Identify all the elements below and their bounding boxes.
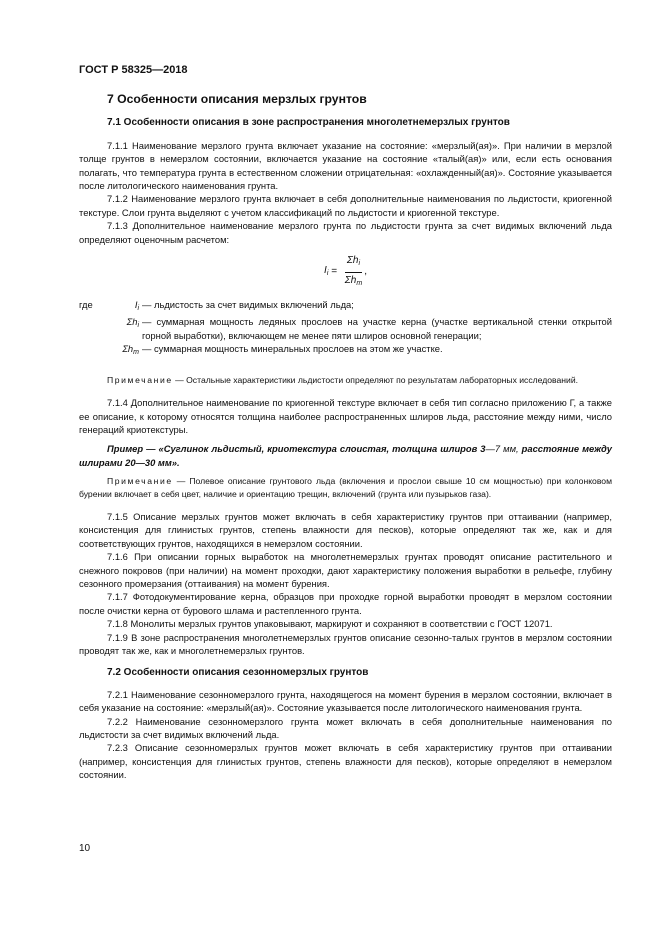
note-label: Примечание bbox=[107, 374, 173, 385]
subsection-7-2-title: 7.2 Особенности описания сезонномерзлых грунтов bbox=[107, 667, 369, 679]
note-label: Примечание bbox=[107, 476, 173, 487]
page-content bbox=[79, 93, 612, 782]
paragraph-7-2-2: 7.2.2 Наименование сезонномерзлого грунта может включать в себя дополнительные наименования по льдистости за счет видимых включений льда. bbox=[79, 715, 612, 741]
paragraph-7-1-7: 7.1.7 Фотодокументирование керна, образцов при проходке горной выработки проводят в мерзлом состоянии после очистки керна от бурового шлама и растепленного грунта. bbox=[79, 591, 612, 616]
formula-fraction bbox=[343, 254, 364, 290]
note-1 bbox=[79, 374, 612, 386]
where-row-1 bbox=[79, 298, 612, 315]
where-row-2 bbox=[79, 315, 612, 342]
where-symbol: $\Sigma h_m$ bbox=[122, 343, 139, 357]
where-label: где bbox=[79, 299, 93, 311]
paragraph-7-1-8: 7.1.8 Монолиты мерзлых грунтов упаковывают, маркируют и сохраняют в соответствии с ГОСТ 12071. bbox=[107, 618, 553, 630]
paragraph-7-1-1: 7.1.1 Наименование мерзлого грунта включает указание на состояние: «мерзлый(ая)». При наличии в мерзлой толще грунтов в немерзлом состоянии, включается указание на состояние «талый(ая)» или, если есть основания полагать, что температура грунта в естественном сложении отрицательная: «охлажденный(ая)». Состояние указывается после литологического наименования грунта. bbox=[79, 139, 612, 192]
paragraph-7-1-9: 7.1.9 В зоне распространения многолетнемерзлых грунтов описание сезонно-талых грунтов в мерзлом состоянии проводят так же, как и многолетнемерзлых грунтов. bbox=[79, 631, 612, 656]
where-definition: — льдистость за счет видимых включений льда; bbox=[142, 299, 354, 311]
where-row-3 bbox=[79, 342, 612, 359]
where-definition: — суммарная мощность минеральных прослоев на этом же участке. bbox=[142, 343, 443, 355]
note-2 bbox=[79, 475, 612, 500]
note-text: — Полевое описание грунтового льда (включения и прослои свыше 10 см мощностью) при колонковом бурении включает в себя цвет, наличие и ориентацию трещин, включений (грунта или пузырьков газа). bbox=[79, 476, 612, 499]
formula-equals: = bbox=[328, 266, 340, 278]
paragraph-7-1-3: 7.1.3 Дополнительное наименование мерзлого грунта по льдистости грунта за счет видимых включений льда определяют оценочным расчетом: bbox=[79, 220, 612, 245]
formula-numerator: $\Sigma h_i$ bbox=[345, 254, 362, 272]
paragraph-7-1-2: 7.1.2 Наименование мерзлого грунта включает в себя дополнительные наименования по льдистости, криогенной текстуре. Слои грунта выделяют с учетом классификаций по льдистости и криогенной текстуре. bbox=[79, 193, 612, 218]
iciness-formula bbox=[79, 246, 612, 298]
subsection-7-1-title: 7.1 Особенности описания в зоне распространения многолетнемерзлых грунтов bbox=[107, 117, 510, 129]
formula-denominator: $\Sigma h_m$ bbox=[344, 274, 363, 287]
standard-header: ГОСТ Р 58325—2018 bbox=[79, 64, 188, 76]
formula-comma: , bbox=[364, 266, 367, 278]
formula-lhs: $I_i$ bbox=[324, 264, 329, 277]
where-definition: — суммарная мощность ледяных прослоев на участке керна (участке вертикальной стенки открытой горной выработки), включающем не менее пяти шлиров основной генерации; bbox=[142, 316, 612, 341]
paragraph-7-2-3: 7.2.3 Описание сезонномерзлых грунтов может включать в себя характеристику грунтов при оттаивании (например, консистенция для глинистых грунтов, степень влажности для песков), которые определяют в немерзлом состоянии. bbox=[79, 742, 612, 781]
note-text: — Остальные характеристики льдистости определяют по результатам лабораторных исследований. bbox=[172, 374, 579, 385]
paragraph-7-2-1: 7.2.1 Наименование сезонномерзлого грунта, находящегося на момент бурения в мерзлом состоянии, включает в себя указание на состояние: «мерзлый(ая)». Состояние указывается после литологического наименования грунта. bbox=[79, 688, 612, 714]
paragraph-7-1-4: 7.1.4 Дополнительное наименование по криогенной текстуре включает в себя тип согласно приложению Г, а также ее описание, к которому относятся толщина наиболее распространенных шлиров льда, расстояние между ними, число генераций криотекстуры. bbox=[79, 397, 612, 435]
example: Пример — «Суглинок льдистый, криотекстура слоистая, толщина шлиров 3—7 мм, расстояние между шлирами 20—30 мм». bbox=[79, 443, 613, 468]
section-title: 7 Особенности описания мерзлых грунтов bbox=[107, 92, 367, 106]
paragraph-7-1-6: 7.1.6 При описании горных выработок на многолетнемерзлых грунтах проводят описание растительного и снежного покровов (при наличии) на момент проходки, дают характеристику положения выработки в рельефе, глубину сезонного промерзания (оттаивания) на момент бурения. bbox=[79, 551, 612, 589]
where-symbol: $\Sigma h_i$ bbox=[126, 316, 139, 330]
paragraph-7-1-5: 7.1.5 Описание мерзлых грунтов может включать в себя характеристику грунтов при оттаивании (например, консистенция для глинистых грунтов, степень влажности для песков), которые определяют так же, как и для соответствующих грунтов, находящихся в немерзлом состоянии. bbox=[79, 510, 612, 549]
page-number: 10 bbox=[79, 843, 91, 854]
where-symbol: $I_i$ bbox=[134, 299, 139, 313]
